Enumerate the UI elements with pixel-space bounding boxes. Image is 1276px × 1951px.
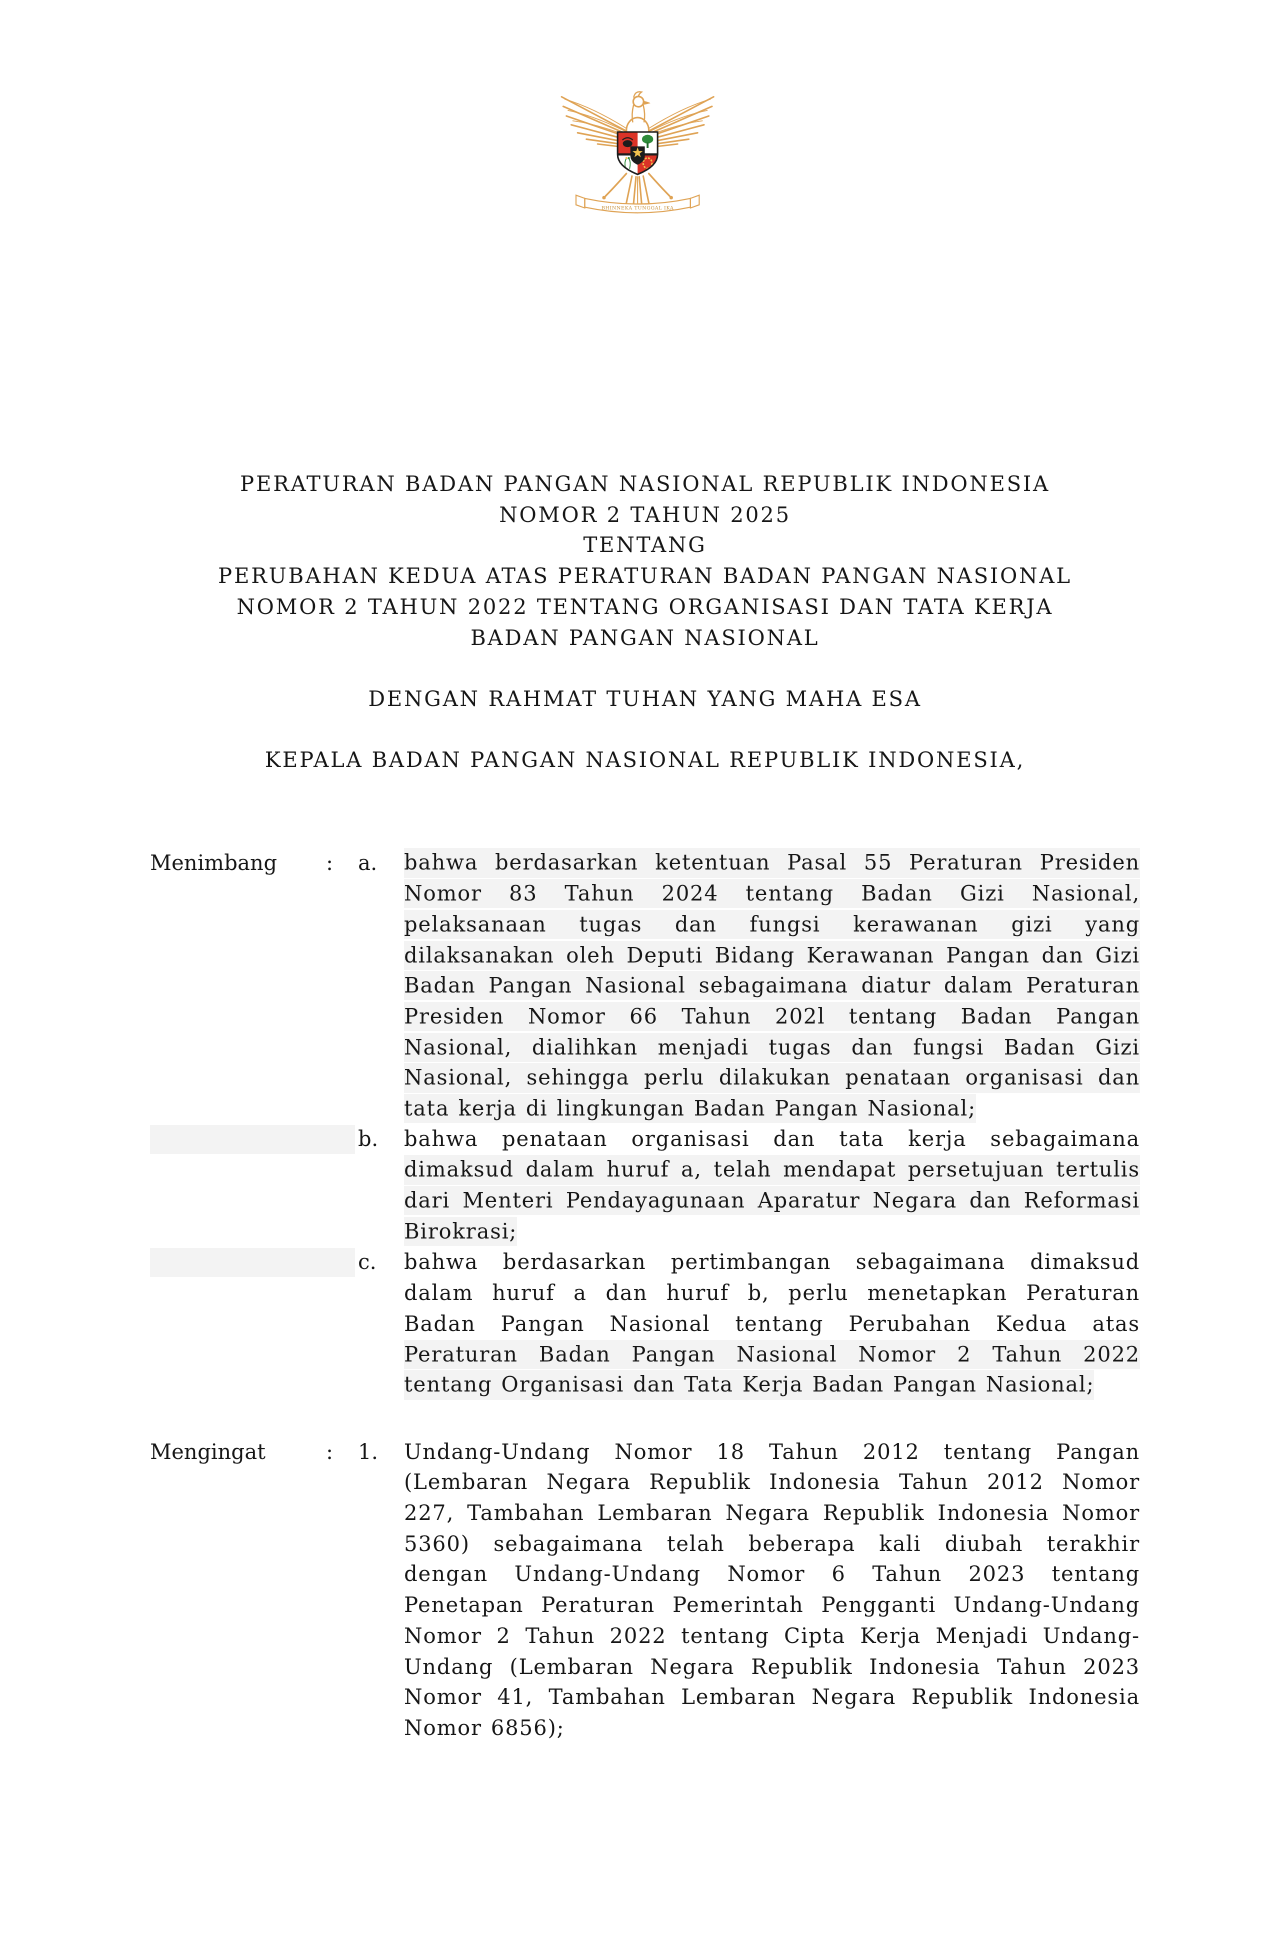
item-text: bahwa berdasarkan pertimbangan sebagaimana dimaksud dalam huruf a dan huruf b, perlu menetapkan Peraturan Badan Pangan Nasional tentang Perubahan Kedua atas Peraturan Badan Pangan Nasional Nomor 2 Tahun 2022 tentang Organisasi dan Tata Kerja Badan Pangan Nasional; [404,1247,1140,1401]
garuda-pancasila-graphic [556,84,720,220]
regulation-title-block [150,469,1140,653]
menimbang-section [150,848,1140,1401]
highlighted-text: Peraturan Badan Pangan Nasional Nomor 2 Tahun 2022 tentang Organisasi dan Tata Kerja Badan Pangan Nasional; [404,1340,1140,1400]
selection-highlight-block [150,1248,355,1277]
title-line-3: TENTANG [583,533,707,558]
mengingat-label: Mengingat [150,1439,266,1464]
item-marker: 1. [358,1439,379,1464]
title-line-5: NOMOR 2 TAHUN 2022 TENTANG ORGANISASI DAN TATA KERJA [236,594,1054,619]
mengingat-colon: : [326,1439,334,1464]
highlighted-text: dimaksud dalam huruf a, telah mendapat persetujuan tertulis dari Menteri Pendayagunaan Aparatur Negara dan Reformasi Birokrasi; [404,1155,1140,1246]
pancasila-shield [618,132,658,178]
item-marker: a. [358,851,378,875]
item-marker: c. [358,1250,377,1275]
item-marker: b. [358,1127,379,1152]
title-line-2: NOMOR 2 TAHUN 2025 [499,502,791,527]
item-text: Undang-Undang Nomor 18 Tahun 2012 tentang Pangan (Lembaran Negara Republik Indonesia Tahun 2012 Nomor 227, Tambahan Lembaran Negara Republik Indonesia Nomor 5360) sebagaimana telah beberapa kali diubah terakhir dengan Undang-Undang Nomor 6 Tahun 2023 tentang Penetapan Peraturan Pemerintah Pengganti Undang-Undang Nomor 2 Tahun 2022 tentang Cipta Kerja Menjadi Undang-Undang (Lembaran Negara Republik Indonesia Tahun 2023 Nomor 41, Tambahan Lembaran Negara Republik Indonesia Nomor 6856); [404,1439,1140,1740]
menimbang-colon: : [326,851,334,875]
highlighted-text: bahwa berdasarkan ketentuan Pasal 55 Peraturan Presiden Nomor 83 Tahun 2024 tentang Badan Gizi Nasional, pelaksanaan tugas dan fungsi kerawanan gizi yang dilaksanakan oleh Deputi Bidang Kerawanan Pangan dan Gizi Badan Pangan Nasional sebagaimana diatur dalam Peraturan Presiden Nomor 66 Tahun 202l tentang Badan Pangan Nasional, dialihkan menjadi tugas dan fungsi Badan Gizi Nasional, sehingga perlu dilakukan penataan organisasi dan tata kerja di lingkungan Badan Pangan Nasional; [404,848,1140,1123]
menimbang-item-b [358,1124,1140,1247]
item-text [404,848,1140,1124]
authority-line: KEPALA BADAN PANGAN NASIONAL REPUBLIK INDONESIA, [264,748,1026,773]
menimbang-item-c [358,1247,1140,1401]
garuda-pancasila-emblem [556,84,720,224]
mengingat-section [150,1437,1140,1744]
ribbon-text: BHINNEKA TUNGGAL IKA [601,206,674,212]
title-line-1: PERATURAN BADAN PANGAN NASIONAL REPUBLIK INDONESIA [240,472,1050,496]
menimbang-item-a [358,848,1140,1124]
menimbang-label: Menimbang [150,851,278,875]
selection-highlight-block [150,1125,355,1154]
mengingat-items [358,1437,1140,1744]
menimbang-items [358,848,1140,1401]
mengingat-item-1 [358,1437,1140,1744]
invocation-line: DENGAN RAHMAT TUHAN YANG MAHA ESA [368,686,922,711]
item-text: bahwa penataan organisasi dan tata kerja sebagaimana dimaksud dalam huruf a, telah mendapat persetujuan tertulis dari Menteri Pendayagunaan Aparatur Negara dan Reformasi Birokrasi; [404,1124,1140,1247]
title-line-6: BADAN PANGAN NASIONAL [470,625,820,650]
document-body [150,469,1140,1744]
title-line-4: PERUBAHAN KEDUA ATAS PERATURAN BADAN PANGAN NASIONAL [218,564,1072,589]
